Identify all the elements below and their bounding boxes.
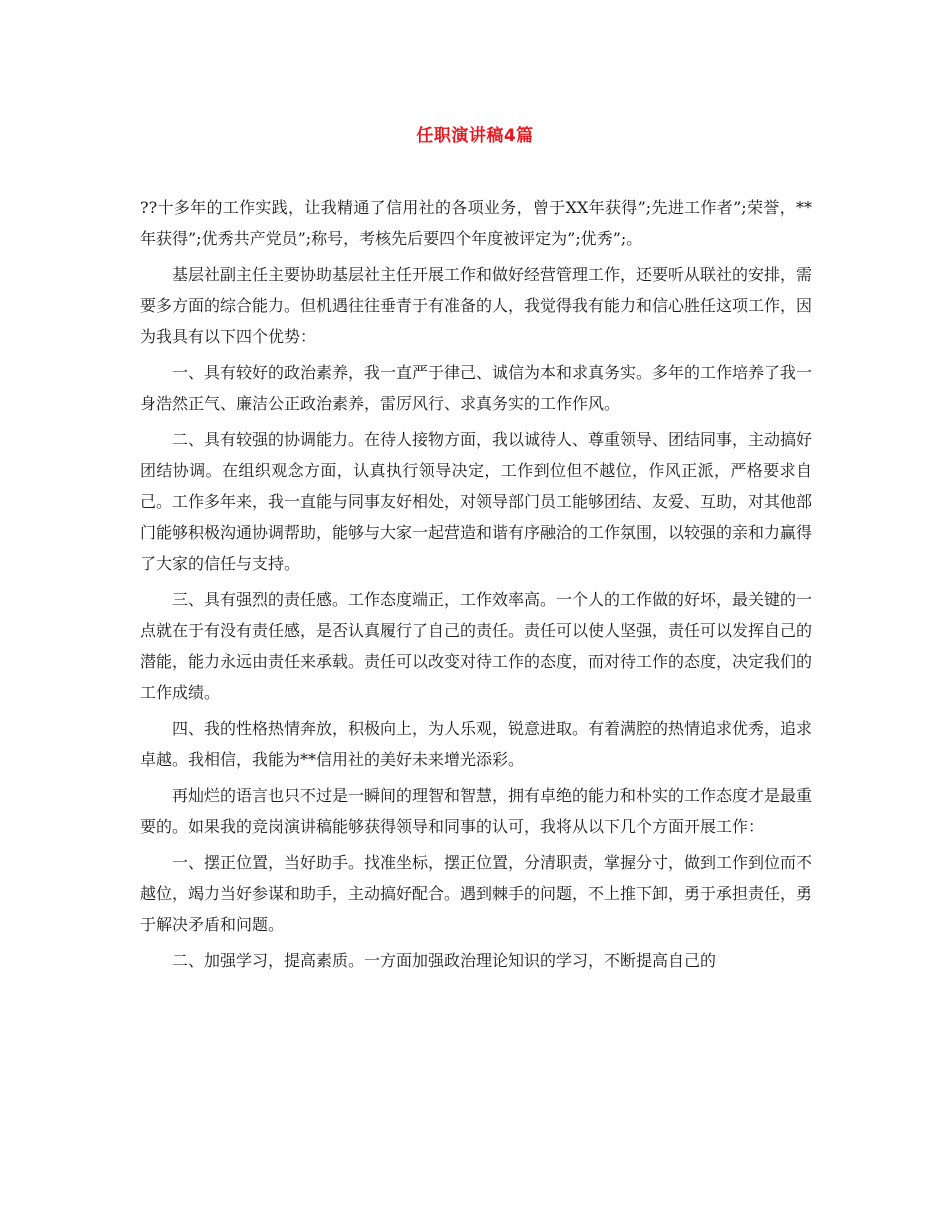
paragraph: 再灿烂的语言也只不过是一瞬间的理智和智慧，拥有卓绝的能力和朴实的工作态度才是最重要的。如果我的竞岗演讲稿能够获得领导和同事的认可，我将从以下几个方面开展工作： <box>140 786 813 836</box>
paragraph: 四、我的性格热情奔放，积极向上，为人乐观，锐意进取。有着满腔的热情追求优秀，追求卓越。我相信，我能为**信用社的美好未来增光添彩。 <box>140 719 813 769</box>
document-body <box>140 192 812 981</box>
paragraph: 一、具有较好的政治素养，我一直严于律己、诚信为本和求真务实。多年的工作培养了我一身浩然正气、廉洁公正政治素养，雷厉风行、求真务实的工作作风。 <box>140 363 813 413</box>
paragraph: 三、具有强烈的责任感。工作态度端正，工作效率高。一个人的工作做的好坏，最关键的一点就在于有没有责任感，是否认真履行了自己的责任。责任可以使人坚强，责任可以发挥自己的潜能，能力永远由责任来承载。责任可以改变对待工作的态度，而对待工作的态度，决定我们的工作成绩。 <box>140 590 813 702</box>
document-title: 任职演讲稿4篇 <box>416 126 534 146</box>
paragraph: ??十多年的工作实践，让我精通了信用社的各项业务，曾于XX年获得”;先进工作者”;荣誉，**年获得”;优秀共产党员”;称号，考核先后要四个年度被评定为”;优秀”;。 <box>140 198 812 248</box>
paragraph: 二、具有较强的协调能力。在待人接物方面，我以诚待人、尊重领导、团结同事，主动搞好团结协调。在组织观念方面，认真执行领导决定，工作到位但不越位，作风正派，严格要求自己。工作多年来，我一直能与同事友好相处，对领导部门员工能够团结、友爱、互助，对其他部门能够积极沟通协调帮助，能够与大家一起营造和谐有序融洽的工作氛围，以较强的亲和力赢得了大家的信任与支持。 <box>140 430 813 573</box>
paragraph: 二、加强学习，提高素质。一方面加强政治理论知识的学习，不断提高自己的 <box>172 951 717 970</box>
paragraph: 基层社副主任主要协助基层社主任开展工作和做好经营管理工作，还要听从联社的安排，需要多方面的综合能力。但机遇往往垂青于有准备的人，我觉得我有能力和信心胜任这项工作，因为我具有以下四个优势： <box>140 265 813 346</box>
paragraph: 一、摆正位置，当好助手。找准坐标，摆正位置，分清职责，掌握分寸，做到工作到位而不越位，竭力当好参谋和助手，主动搞好配合。遇到棘手的问题，不上推下卸，勇于承担责任，勇于解决矛盾和问题。 <box>140 853 813 934</box>
